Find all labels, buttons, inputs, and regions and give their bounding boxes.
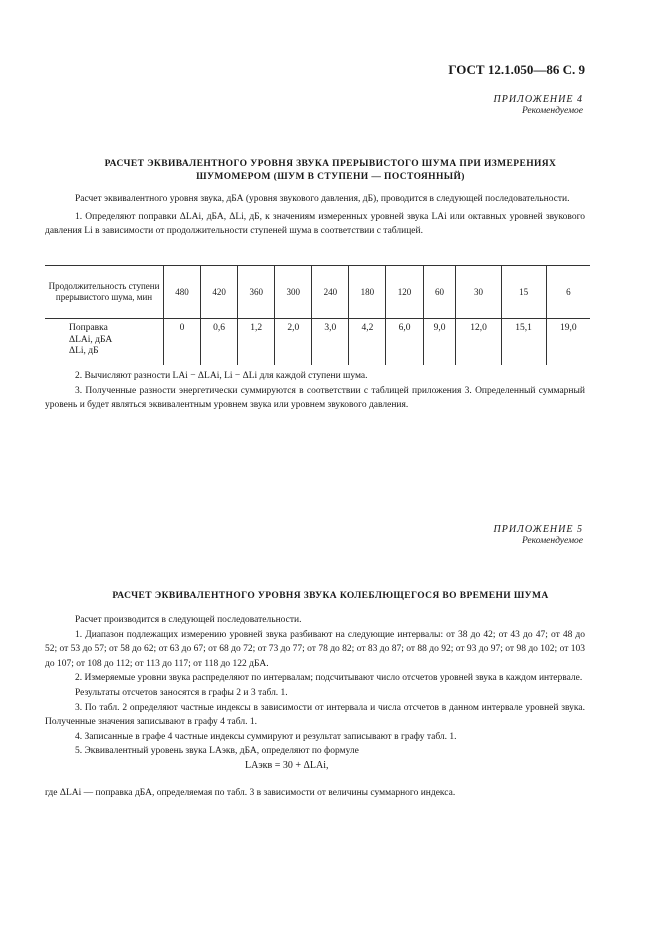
- table-cell: 120: [386, 266, 423, 319]
- paragraph: 3. По табл. 2 определяют частные индексы в зависимости от интервала и числа отсчетов в данном интервале уровней звука. Полученные значения записывают в графу 4 табл. 1.: [45, 702, 585, 728]
- paragraph: 4. Записанные в графе 4 частные индексы суммируют и результат записывают в графу табл. 1.: [75, 731, 457, 742]
- table-cell: 15: [501, 266, 546, 319]
- appendix-5-label: [494, 524, 584, 546]
- page-header: ГОСТ 12.1.050—86 С. 9: [448, 62, 585, 77]
- appendix-4-status: Рекомендуемое: [521, 106, 583, 116]
- table-cell: 300: [275, 266, 312, 319]
- table-cell: 480: [164, 266, 201, 319]
- table-cell: 420: [201, 266, 238, 319]
- table-cell: 240: [312, 266, 349, 319]
- paragraph: 3. Полученные разности энергетически суммируются в соответствии с таблицей приложения 3. Определенный суммарный уровень и будет являться эквивалентным уровнем звука или уровнем звукового давления.: [45, 385, 585, 411]
- table-cell: 360: [238, 266, 275, 319]
- table-cell: 6,0: [386, 319, 423, 366]
- table-row: [45, 319, 590, 366]
- section-5-body: [45, 613, 585, 759]
- table-row: [45, 266, 590, 319]
- table-cell: 60: [423, 266, 456, 319]
- table-header-label: Продолжительность ступени прерывистого шума, мин: [45, 266, 164, 319]
- table-cell: 1,2: [238, 319, 275, 366]
- table-cell: 3,0: [312, 319, 349, 366]
- appendix-5-status: Рекомендуемое: [521, 536, 583, 546]
- paragraph: 2. Вычисляют разности LAi − ΔLAi, Li − ΔLi для каждой ступени шума.: [75, 371, 368, 381]
- table-cell: 0: [164, 319, 201, 366]
- paragraph: 5. Эквивалентный уровень звука LAэкв, дБА, определяют по формуле: [75, 746, 359, 757]
- table-cell: 19,0: [546, 319, 590, 366]
- appendix-5-title: ПРИЛОЖЕНИЕ 5: [493, 524, 583, 535]
- section-4-steps: [45, 369, 585, 413]
- section-5-title: РАСЧЕТ ЭКВИВАЛЕНТНОГО УРОВНЯ ЗВУКА КОЛЕБЛЮЩЕГОСЯ ВО ВРЕМЕНИ ШУМА: [112, 591, 549, 601]
- corrections-table: [45, 265, 590, 365]
- appendix-4-title: ПРИЛОЖЕНИЕ 4: [493, 94, 583, 105]
- paragraph: 1. Диапазон подлежащих измерению уровней звука разбивают на следующие интервалы: от 38 до 42; от 43 до 47; от 48 до 52; от 53 до 57; от 58 до 62; от 63 до 67; от 68 до 72; от 73 до 77; от 78 до 82; от 83 до 87; от 88 до 92; от 93 до 97; от 98 до 102; от 103 до 107; от 108 до 112; от 113 до 117; от 118 до 122 дБА.: [45, 629, 585, 669]
- formula-explanation: где ΔLAi — поправка дБА, определяемая по табл. 3 в зависимости от величины суммарного индекса.: [45, 788, 456, 798]
- table-cell: 15,1: [501, 319, 546, 366]
- table-cell: 9,0: [423, 319, 456, 366]
- table-cell: 12,0: [456, 319, 501, 366]
- appendix-4-label: [494, 94, 584, 116]
- table-cell: 0,6: [201, 319, 238, 366]
- paragraph: 2. Измеряемые уровни звука распределяют по интервалам; подсчитывают число отсчетов уровней звука в каждом интервале.: [75, 673, 583, 684]
- section-4-title: РАСЧЕТ ЭКВИВАЛЕНТНОГО УРОВНЯ ЗВУКА ПРЕРЫВИСТОГО ШУМА ПРИ ИЗМЕРЕНИЯХ ШУМОМЕРОМ (ШУМ В СТУПЕНИ — ПОСТОЯННЫЙ): [104, 159, 557, 182]
- formula: LAэкв = 30 + ΔLAi,: [245, 760, 329, 771]
- table-cell: 2,0: [275, 319, 312, 366]
- table-cell: 180: [349, 266, 386, 319]
- paragraph: Расчет производится в следующей последовательности.: [75, 615, 302, 625]
- table-cell: 4,2: [349, 319, 386, 366]
- table-row-label: Поправка ΔLAi, дБА ΔLi, дБ: [69, 323, 113, 356]
- table-cell: 6: [546, 266, 590, 319]
- section-4-intro: [45, 192, 585, 239]
- table-cell: 30: [456, 266, 501, 319]
- paragraph: Расчет эквивалентного уровня звука, дБА (уровня звукового давления, дБ), проводится в следующей последовательности.: [75, 194, 570, 204]
- paragraph: 1. Определяют поправки ΔLAi, дБА, ΔLi, дБ, к значениям измеренных уровней звука LAi или октавных уровней звукового давления Li в зависимости от продолжительности ступеней шума в соответствии с таблицей.: [45, 211, 585, 237]
- paragraph: Результаты отсчетов заносятся в графы 2 и 3 табл. 1.: [75, 687, 288, 698]
